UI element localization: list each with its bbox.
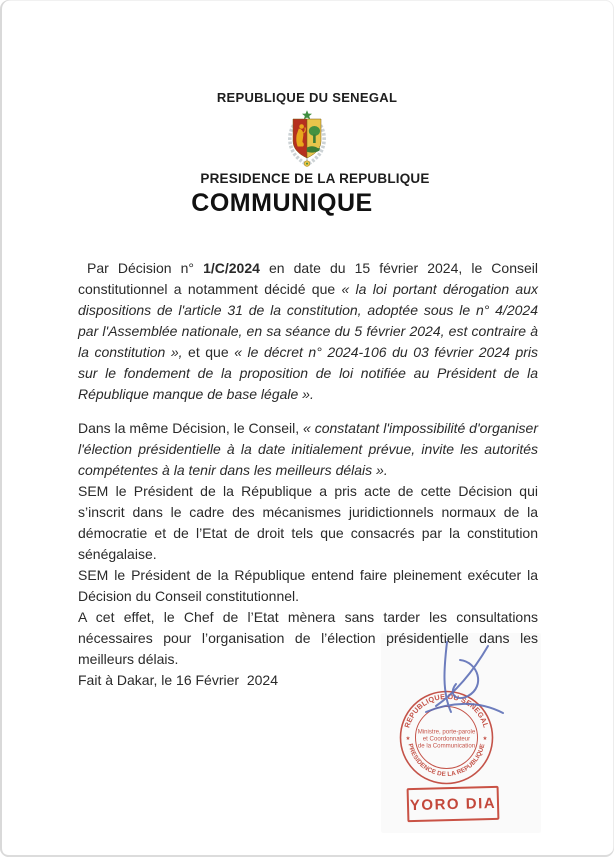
stamp-center-line-3: de la Communication <box>417 742 476 750</box>
body-paragraphs <box>78 258 538 670</box>
text-run: SEM le Président de la République entend faire pleinement exécuter la Décision du Conseil constitutionnel. <box>78 567 538 604</box>
text-run: « constatant l'impossibilité d'organiser l'élection présidentielle à la date initialement prévue, invite les autorités compétentes à la tenir dans les meilleurs délais ». <box>78 420 538 478</box>
text-run: Par Décision n° <box>87 260 204 276</box>
stamp-center-line-2: et Coordonnateur <box>422 735 471 743</box>
text-run: « le décret n° 2024-106 du 03 février 2024 pris sur le fondement de la proposition de loi notifiée au Président de la République manque de base légale ». <box>78 344 539 402</box>
text-run: A cet effet, le Chef de l’Etat mènera sans tarder les consultations nécessaires pour l’organisation de l’élection présidentielle dans les meilleurs délais. <box>78 609 538 667</box>
text-run: Dans la même Décision, le Conseil, <box>78 420 304 436</box>
senegal-coat-of-arms-icon <box>283 109 331 169</box>
stamp-center-line-1: Ministre, porte-parole <box>417 728 476 736</box>
signature-stroke <box>444 642 451 712</box>
text-run: SEM le Président de la République a pris acte de cette Décision qui s’inscrit dans le cadre des mécanismes juridictionnels normaux de la démocratie et de l’Etat de droit tels que consacrés par la constitution sénégalaise. <box>78 483 538 562</box>
text-run: et que <box>182 344 235 360</box>
country-title: REPUBLIQUE DU SENEGAL <box>216 90 398 105</box>
green-star <box>302 110 312 119</box>
stamp-star-left-icon: ★ <box>405 736 411 742</box>
text-run: en date du 15 février 2024, le Conseil constitutionnel a notamment décidé que <box>78 260 538 297</box>
paragraph <box>78 418 538 481</box>
stamp-bottom-arc-text: PRESIDENCE DE LA REPUBLIQUE <box>406 743 487 779</box>
name-stamp <box>407 786 500 822</box>
paragraph <box>78 481 538 565</box>
institution-title: PRESIDENCE DE LA REPUBLIQUE <box>200 171 430 186</box>
stamp-top-arc-text: REPUBLIQUE DU SENEGAL <box>402 691 491 729</box>
name-stamp-text: YORO DIA <box>409 794 497 814</box>
paragraph <box>78 565 538 607</box>
text-run: 1/C/2024 <box>203 260 260 276</box>
document-title: COMMUNIQUE <box>191 189 373 217</box>
stamp-star-right-icon: ★ <box>482 736 488 742</box>
signature-ink <box>402 630 520 742</box>
dateline: Fait à Dakar, le 16 Février 2024 <box>78 672 278 688</box>
text-run: « la loi portant dérogation aux dispositions de l'article 31 de la constitution, adoptée sous le n° 4/2024 par l'Assemblée nationale, en sa séance du 5 février 2024, est contraire à la constitution », <box>78 281 538 360</box>
pendant-center <box>306 163 308 165</box>
paragraph <box>78 258 538 405</box>
